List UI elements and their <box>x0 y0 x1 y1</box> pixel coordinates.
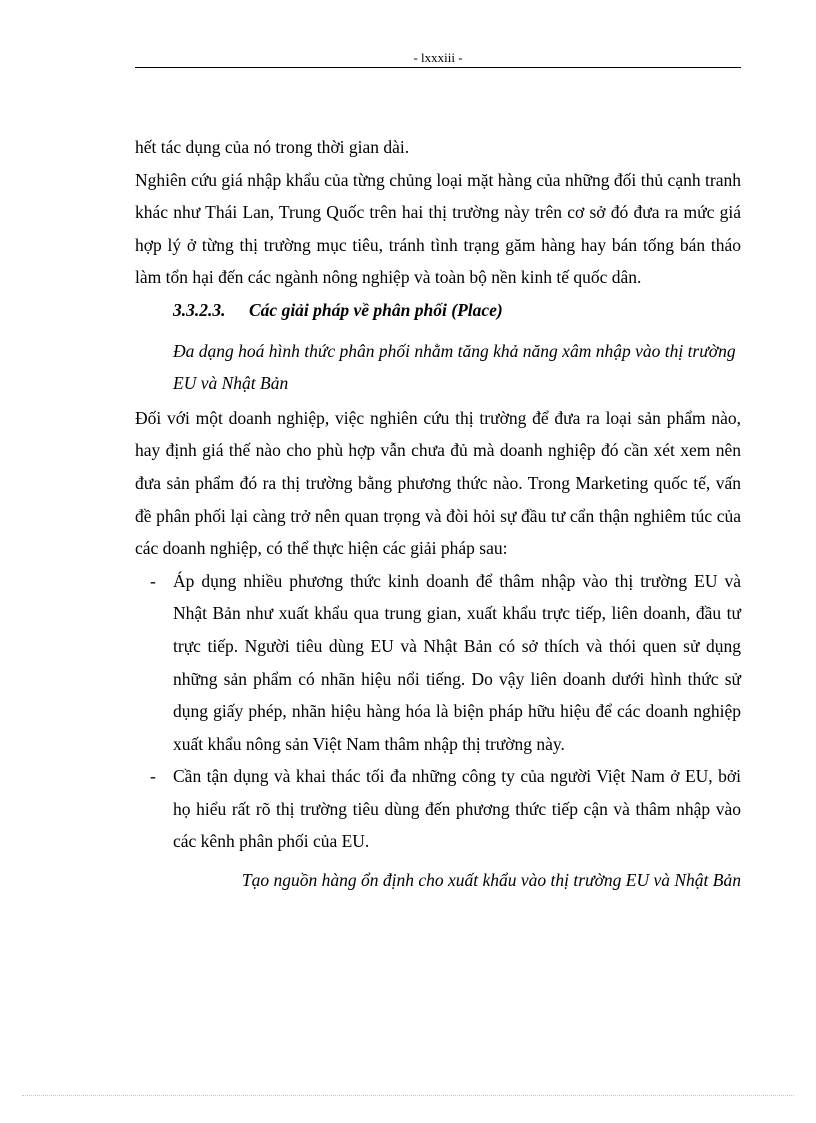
page-number-header: - lxxxiii - <box>413 50 463 65</box>
bullet-dash: - <box>150 570 156 591</box>
subheading-distribution: Đa dạng hoá hình thức phân phối nhằm tăng khả năng xâm nhập vào thị trường EU và Nhật Bản <box>173 340 736 394</box>
paragraph-distribution: Đối với một doanh nghiệp, việc nghiên cứu thị trường để đưa ra loại sản phẩm nào, hay định giá thế nào cho phù hợp vẫn chưa đủ mà doanh nghiệp đó cần xét xem nên đưa sản phẩm đó ra thị trường bằng phương thức nào. Trong Marketing quốc tế, vấn đề phân phối lại càng trở nên quan trọng và đòi hỏi sự đầu tư cẩn thận nghiêm túc của các doanh nghiệp, có thể thực hiện các giải pháp sau: <box>135 407 741 559</box>
section-number: 3.3.2.3. <box>173 299 226 320</box>
list-item <box>135 565 741 761</box>
paragraph-import-price: Nghiên cứu giá nhập khẩu của từng chủng loại mặt hàng của những đối thủ cạnh tranh khác như Thái Lan, Trung Quốc trên hai thị trường này trên cơ sở đó đưa ra mức giá hợp lý ở từng thị trường mục tiêu, tránh tình trạng găm hàng hay bán tống bán tháo làm tổn hại đến các ngành nông nghiệp và toàn bộ nền kinh tế quốc dân. <box>135 169 741 288</box>
list-item-text: Áp dụng nhiều phương thức kinh doanh để thâm nhập vào thị trường EU và Nhật Bản như xuất khẩu qua trung gian, xuất khẩu trực tiếp, liên doanh, đầu tư trực tiếp. Người tiêu dùng EU và Nhật Bản có sở thích và thói quen sử dụng những sản phẩm có nhãn hiệu nổi tiếng. Do vậy liên doanh dưới hình thức sử dụng giấy phép, nhãn hiệu hàng hóa là biện pháp hữu hiệu để các doanh nghiệp xuất khẩu nông sản Việt Nam thâm nhập thị trường này. <box>173 570 741 754</box>
section-title: Các giải pháp về phân phối (Place) <box>249 299 503 320</box>
list-item <box>135 760 741 858</box>
section-heading <box>173 294 741 327</box>
page-bottom-border <box>22 1095 794 1096</box>
bullet-dash: - <box>150 766 156 787</box>
paragraph-continuation: hết tác dụng của nó trong thời gian dài. <box>135 137 410 157</box>
header-rule <box>135 67 741 68</box>
solution-list <box>135 565 741 858</box>
list-item-text: Cần tận dụng và khai thác tối đa những công ty của người Việt Nam ở EU, bởi họ hiểu rất rõ thị trường tiêu dùng đến phương thức tiếp cận và thâm nhập vào các kênh phân phối của EU. <box>173 766 741 852</box>
subheading-supply: Tạo nguồn hàng ổn định cho xuất khẩu vào thị trường EU và Nhật Bản <box>241 870 741 891</box>
document-body <box>135 131 741 897</box>
